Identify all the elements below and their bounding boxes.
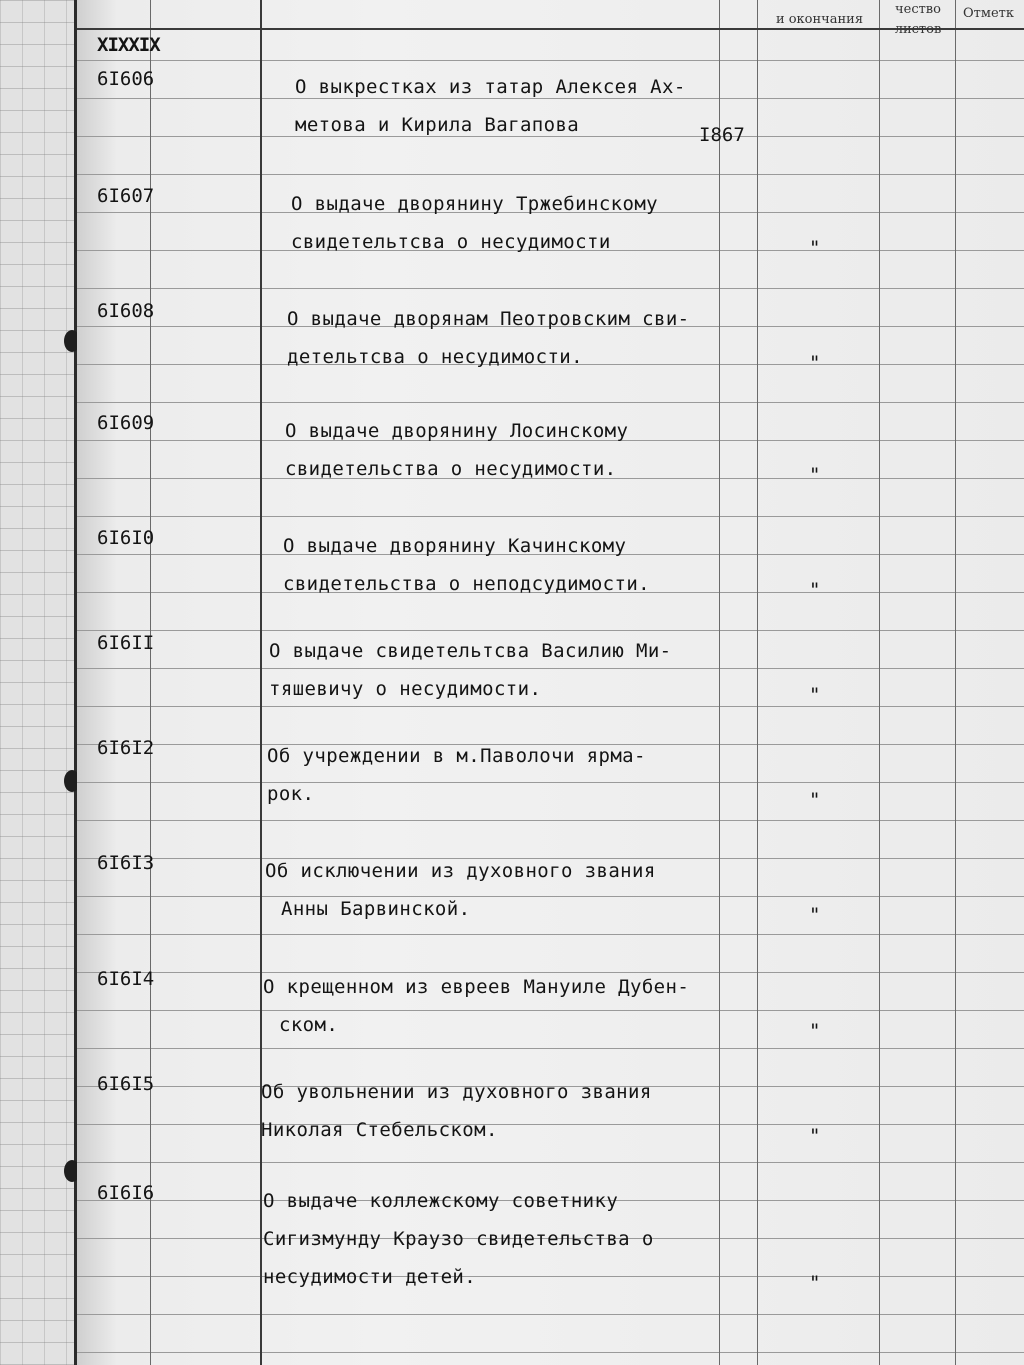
ruled-line bbox=[77, 1352, 1024, 1353]
ruled-line bbox=[77, 1048, 1024, 1049]
entry-title-line: детельтсва о несудимости. bbox=[287, 346, 583, 368]
entry-number: 6I608 bbox=[97, 300, 155, 322]
ruled-line bbox=[77, 516, 1024, 517]
entry-number: 6I6I4 bbox=[97, 968, 155, 990]
entry-number: 6I6I0 bbox=[97, 527, 155, 549]
column-rule bbox=[260, 0, 262, 1365]
entry-number: 6I607 bbox=[97, 185, 155, 207]
ruled-line bbox=[77, 934, 1024, 935]
previous-page-edge bbox=[0, 0, 77, 1365]
ruled-line bbox=[77, 288, 1024, 289]
ruled-line bbox=[77, 1010, 1024, 1011]
ruled-line bbox=[77, 1276, 1024, 1277]
entry-title-line: О выдаче свидетельтсва Василию Ми- bbox=[269, 640, 672, 662]
ruled-line bbox=[77, 174, 1024, 175]
entry-date: " bbox=[809, 684, 821, 706]
entry-number: 6I6II bbox=[97, 632, 155, 654]
ruled-line bbox=[77, 60, 1024, 61]
ruled-line bbox=[77, 820, 1024, 821]
entry-title-line: Об исключении из духовного звания bbox=[265, 860, 656, 882]
ruled-line bbox=[77, 668, 1024, 669]
entry-title-line: Анны Барвинской. bbox=[281, 898, 471, 920]
ruled-line bbox=[77, 782, 1024, 783]
entry-title-line: тяшевичу о несудимости. bbox=[269, 678, 542, 700]
entry-title-line: свидетельтсва о несудимости bbox=[291, 231, 611, 253]
entry-title-line: несудимости детей. bbox=[263, 1266, 477, 1288]
ruled-line bbox=[77, 896, 1024, 897]
entry-number: 6I609 bbox=[97, 412, 155, 434]
entry-date: " bbox=[809, 789, 821, 811]
register-page bbox=[77, 0, 1024, 1365]
entry-title-line: ском. bbox=[279, 1014, 339, 1036]
corner-mark: XIXXIX bbox=[97, 34, 160, 56]
entry-title-line: О выкрестках из татар Алексея Ах- bbox=[295, 76, 686, 98]
entry-title-line: О крещенном из евреев Мануиле Дубен- bbox=[263, 976, 690, 998]
column-rule bbox=[719, 0, 720, 1365]
entry-title-line: Сигизмунду Краузо свидетельства о bbox=[263, 1228, 654, 1250]
ruled-line bbox=[77, 706, 1024, 707]
entry-title-line: О выдаче дворянину Лосинскому bbox=[285, 420, 629, 442]
entry-title-line: метова и Кирила Вагапова bbox=[295, 114, 580, 136]
ruled-line bbox=[77, 402, 1024, 403]
entry-title-line: свидетельства о неподсудимости. bbox=[283, 573, 651, 595]
entry-date: " bbox=[809, 1020, 821, 1042]
ruled-line bbox=[77, 972, 1024, 973]
entry-title-line: свидетельства о несудимости. bbox=[285, 458, 617, 480]
entry-number: 6I6I5 bbox=[97, 1073, 155, 1095]
entry-date: " bbox=[809, 579, 821, 601]
entry-date: " bbox=[809, 464, 821, 486]
entry-number: 6I6I2 bbox=[97, 737, 155, 759]
column-rule bbox=[879, 0, 880, 1365]
entry-number: 6I606 bbox=[97, 68, 155, 90]
entry-date: " bbox=[809, 904, 821, 926]
ruled-line bbox=[77, 136, 1024, 137]
ruled-line bbox=[77, 1162, 1024, 1163]
column-rule bbox=[757, 0, 758, 1365]
column-rule bbox=[955, 0, 956, 1365]
entry-title-line: Об увольнении из духовного звания bbox=[261, 1081, 652, 1103]
entry-title-line: рок. bbox=[267, 783, 315, 805]
entry-title-line: О выдаче дворянину Качинскому bbox=[283, 535, 627, 557]
header-dates: и окончания bbox=[775, 12, 864, 27]
entry-number: 6I6I3 bbox=[97, 852, 155, 874]
ruled-line bbox=[77, 1314, 1024, 1315]
header-sheets-line1: чество bbox=[895, 2, 941, 17]
entry-number: 6I6I6 bbox=[97, 1182, 155, 1204]
entry-title-line: Об учреждении в м.Паволочи ярма- bbox=[267, 745, 646, 767]
entry-title-line: О выдаче дворянам Пеотровским сви- bbox=[287, 308, 690, 330]
ruled-line bbox=[77, 858, 1024, 859]
header-rule bbox=[77, 28, 1024, 30]
entry-title-line: О выдаче дворянину Тржебинскому bbox=[291, 193, 659, 215]
entry-date: " bbox=[809, 1125, 821, 1147]
header-sheets bbox=[883, 0, 953, 40]
entry-date: " bbox=[809, 352, 821, 374]
entry-title-line: О выдаче коллежскому советнику bbox=[263, 1190, 619, 1212]
entry-date: " bbox=[809, 1272, 821, 1294]
entry-date: " bbox=[809, 237, 821, 259]
ruled-line bbox=[77, 98, 1024, 99]
header-sheets-line2: листов bbox=[894, 22, 942, 37]
ruled-line bbox=[77, 630, 1024, 631]
ruled-line bbox=[77, 1124, 1024, 1125]
entry-title-line: Николая Стебельском. bbox=[261, 1119, 498, 1141]
entry-date: I867 bbox=[699, 124, 745, 146]
header-notes: Отметк bbox=[963, 6, 1014, 21]
